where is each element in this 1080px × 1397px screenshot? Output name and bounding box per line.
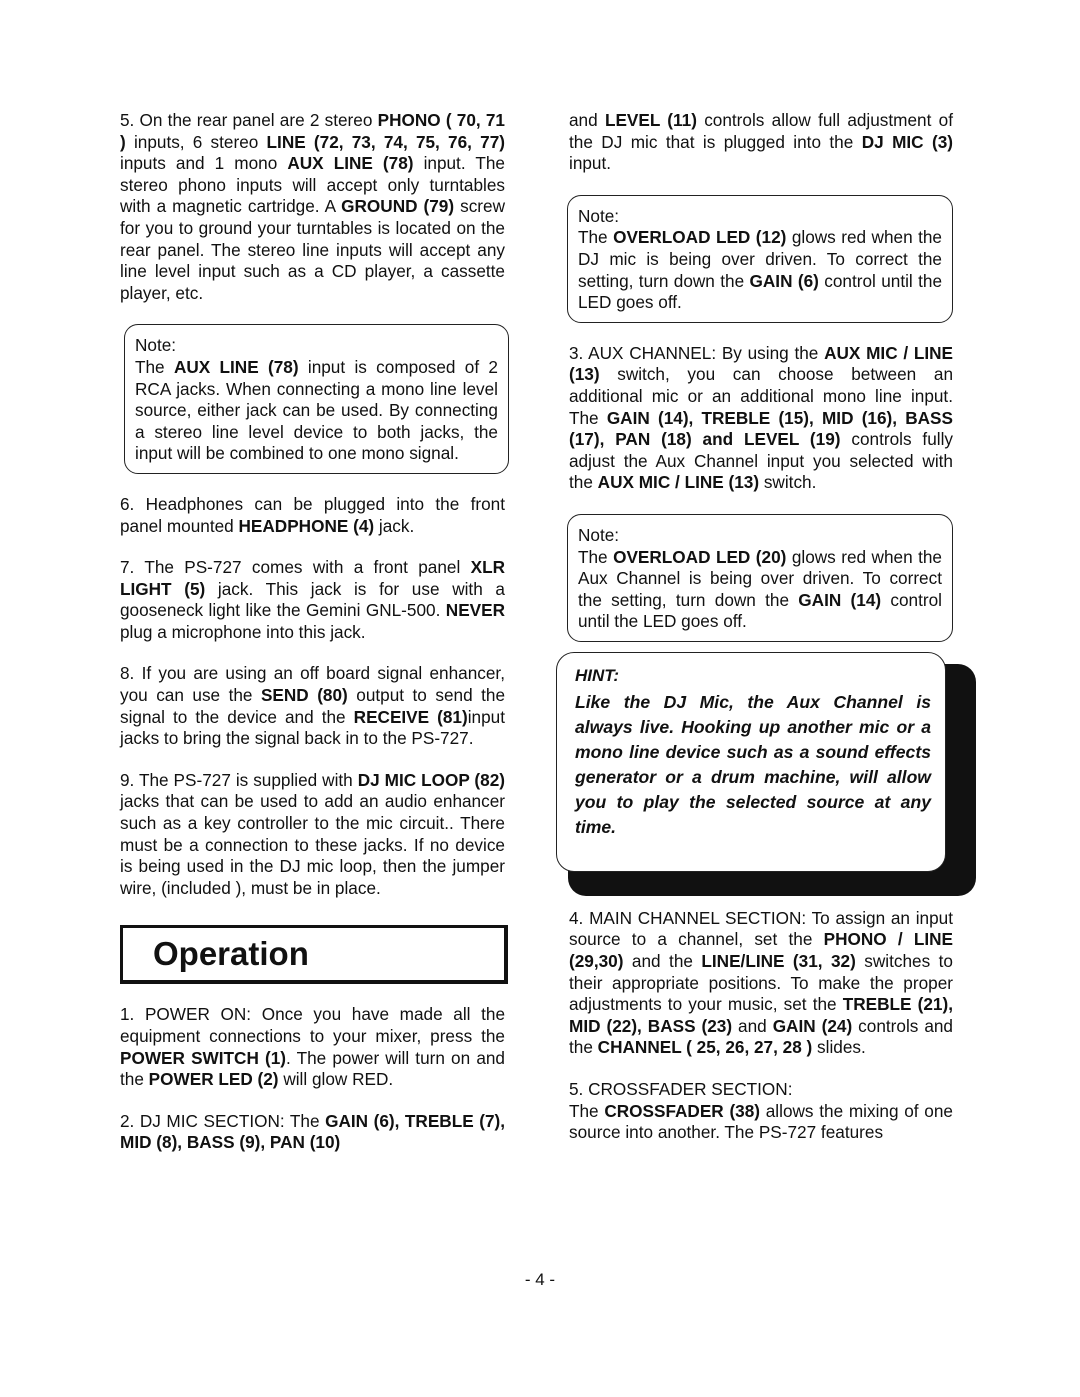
aux-channel-paragraph: 3. AUX CHANNEL: By using the AUX MIC / LINE (13) switch, you can choose between an additional mic or an additional mono line input. The GAIN (14), TREBLE (15), MID (16), BASS (17), PAN (18) and LEVEL (19) controls fully adjust the Aux Channel input you selected with the AUX MIC / LINE (13) switch. <box>569 342 953 493</box>
power-on-paragraph: 1. POWER ON: Once you have made all the equipment connections to your mixer, press the POWER SWITCH (1). The power will turn on and the POWER LED (2) will glow RED. <box>120 1004 505 1090</box>
page-number: - 4 - <box>524 1270 556 1289</box>
operation-heading: Operation <box>120 925 508 984</box>
crossfader-heading: 5. CROSSFADER SECTION: <box>569 1079 793 1100</box>
hint-text: Like the DJ Mic, the Aux Channel is always live. Hooking up another mic or a mono line device such as a sound effects generator or a drum machine, will allow you to play the selected source at any time. <box>575 692 931 838</box>
hint-content <box>556 652 946 872</box>
crossfader-paragraph: The CROSSFADER (38) allows the mixing of one source into another. The PS-727 features <box>569 1100 953 1143</box>
dj-mic-loop-paragraph: 9. The PS-727 is supplied with DJ MIC LOOP (82) jacks that can be used to add an audio enhancer such as a key controller to the mic circuit.. There must be a connection to these jacks. If no device is being used in the DJ mic loop, then the jumper wire, (included ), must be in place. <box>120 769 505 898</box>
right-column <box>569 110 953 1144</box>
rear-panel-paragraph: 5. On the rear panel are 2 stereo PHONO ( 70, 71 ) inputs, 6 stereo LINE (72, 73, 74, 75, 76, 77) inputs and 1 mono AUX LINE (78) input. The stereo phono inputs will accept only turntables with a magnetic cartridge. A GROUND (79) screw for you to ground your turntables is located on the rear panel. The stereo line inputs will accept any line level input such as a CD player, a cassette player, etc. <box>120 110 505 303</box>
hint-title: HINT: <box>575 665 620 685</box>
left-column <box>120 110 505 1154</box>
main-channel-paragraph: 4. MAIN CHANNEL SECTION: To assign an input source to a channel, set the PHONO / LINE (29,30) and the LINE/LINE (31, 32) switches to their appropriate positions. To make the proper adjustments to your music, set the TREBLE (21), MID (22), BASS (23) and GAIN (24) controls and the CHANNEL ( 25, 26, 27, 28 ) slides. <box>569 907 953 1058</box>
aux-overload-note: Note: The OVERLOAD LED (20) glows red when the Aux Channel is being over driven. To correct the setting, turn down the GAIN (14) control until the LED goes off. <box>567 514 953 642</box>
dj-mic-overload-note: Note: The OVERLOAD LED (12) glows red when the DJ mic is being over driven. To correct the setting, turn down the GAIN (6) control until the LED goes off. <box>567 195 953 323</box>
dj-mic-section-paragraph: 2. DJ MIC SECTION: The GAIN (6), TREBLE (7), MID (8), BASS (9), PAN (10) <box>120 1110 506 1153</box>
aux-line-note: Note: The AUX LINE (78) input is composed of 2 RCA jacks. When connecting a mono line level source, either jack can be used. By connecting a stereo line level device to both jacks, the input will be combined to one mono signal. <box>124 324 509 474</box>
headphone-paragraph: 6. Headphones can be plugged into the front panel mounted HEADPHONE (4) jack. <box>120 493 505 536</box>
hint-box <box>556 652 976 900</box>
level-continuation-paragraph: and LEVEL (11) controls allow full adjustment of the DJ mic that is plugged into the DJ MIC (3) input. <box>569 110 953 174</box>
send-receive-paragraph: 8. If you are using an off board signal enhancer, you can use the SEND (80) output to send the signal to the device and the RECEIVE (81)input jacks to bring the signal back in to the PS-727. <box>120 663 506 749</box>
xlr-light-paragraph: 7. The PS-727 comes with a front panel XLR LIGHT (5) jack. This jack is for use with a gooseneck light like the Gemini GNL-500. NEVER plug a microphone into this jack. <box>120 557 505 642</box>
